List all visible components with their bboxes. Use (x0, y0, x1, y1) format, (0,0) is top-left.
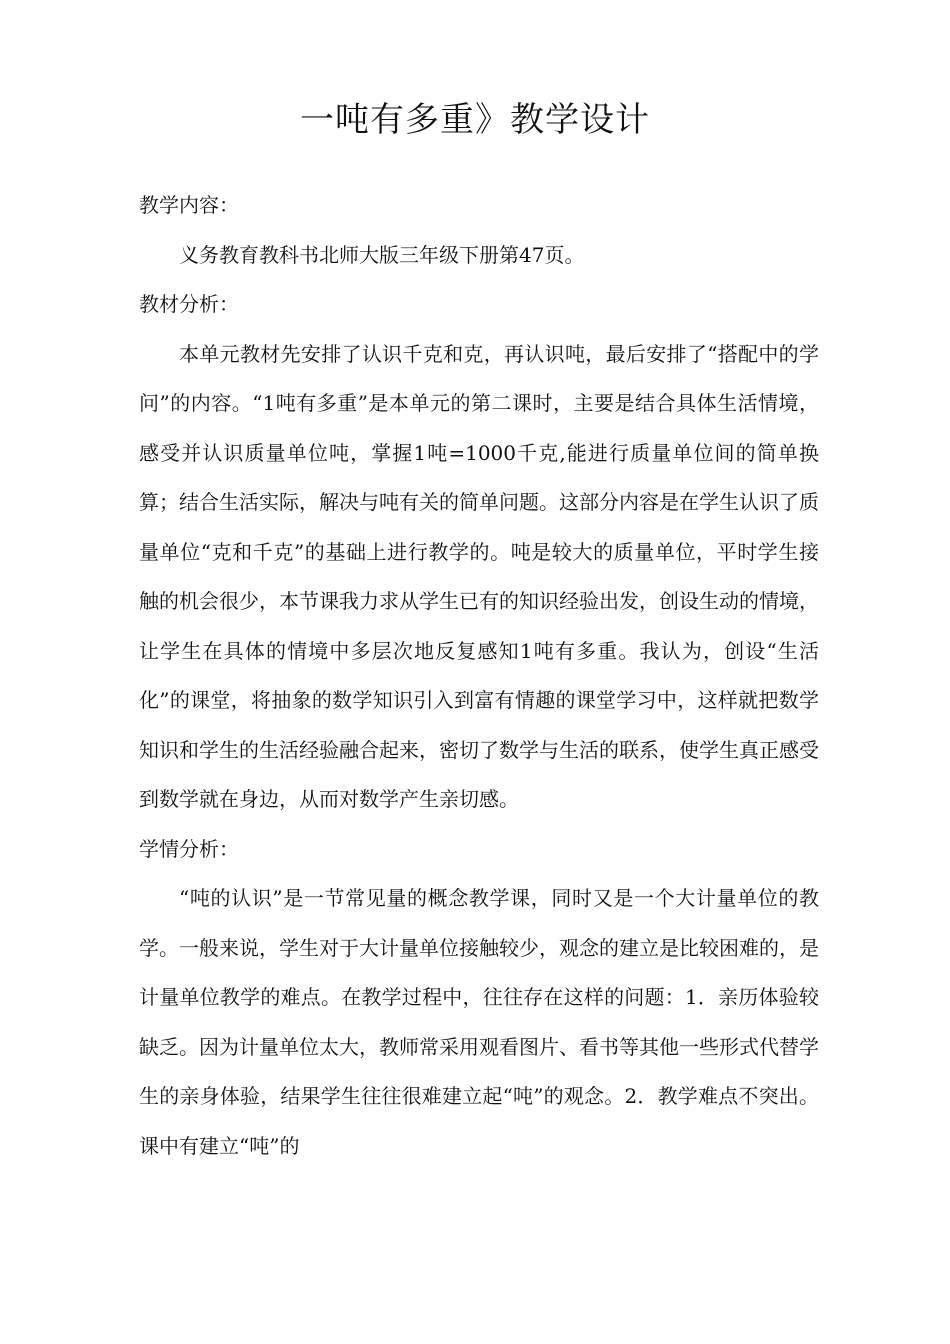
section-body-student-analysis: “吨的认识”是一节常见量的概念教学课，同时又是一个大计量单位的教学。一般来说，学生对于大计量单位接触较少，观念的建立是比较困难的，是计量单位教学的难点。在教学过程中，往往存在这样的问题：1．亲历体验较缺乏。因为计量单位太大，教师常采用观看图片、看书等其他一些形式代替学生的亲身体验，结果学生往往很难建立起“吨”的观念。2．教学难点不突出。课中有建立“吨”的 (139, 886, 819, 1158)
section-body-teaching-content: 义务教育教科书北师大版三年级下册第47页。 (179, 242, 585, 267)
section-heading-textbook-analysis: 教材分析： (139, 292, 239, 316)
section-body-textbook-analysis: 本单元教材先安排了认识千克和克，再认识吨，最后安排了“搭配中的学问”的内容。“1吨有多重”是本单元的第二课时，主要是结合具体生活情境，感受并认识质量单位吨，掌握1吨=1000千克,能进行质量单位间的简单换算；结合生活实际，解决与吨有关的简单问题。这部分内容是在学生认识了质量单位“克和千克”的基础上进行教学的。吨是较大的质量单位，平时学生接触的机会很少，本节课我力求从学生已有的知识经验出发，创设生动的情境，让学生在具体的情境中多层次地反复感知1吨有多重。我认为，创设“生活化”的课堂，将抽象的数学知识引入到富有情趣的课堂学习中，这样就把数学知识和学生的生活经验融合起来，密切了数学与生活的联系，使学生真正感受到数学就在身边，从而对数学产生亲切感。 (139, 341, 819, 811)
document-body (139, 181, 819, 1171)
document-title: 一吨有多重》教学设计 (300, 100, 650, 140)
section-heading-teaching-content: 教学内容： (139, 193, 239, 217)
section-heading-student-analysis: 学情分析： (139, 836, 239, 861)
